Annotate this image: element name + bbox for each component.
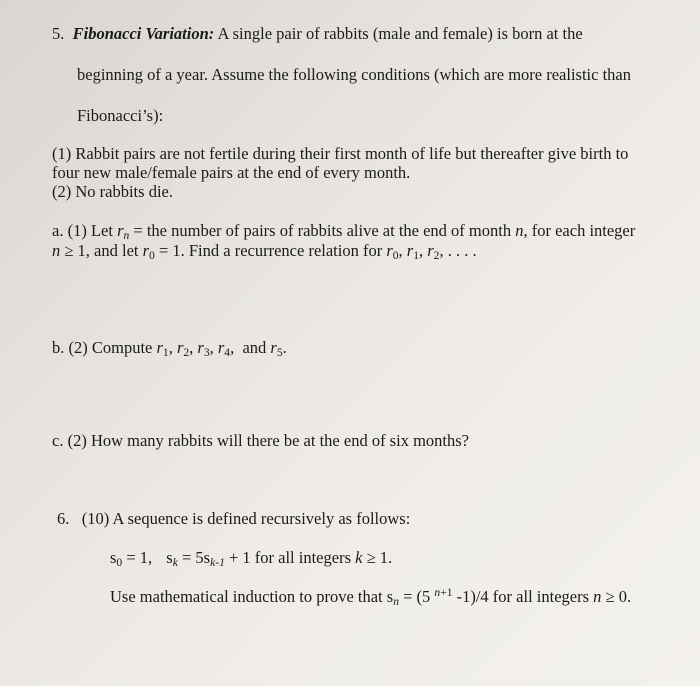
part-a-line-2: n ≥ 1, and let $r_0 = 1$. Find a recurrence relation for $r_0$, $r_1$, $r_2$, . . . . xyxy=(52,241,477,262)
problem-6-header xyxy=(57,509,410,529)
problem-5-number: 5. xyxy=(52,24,65,43)
condition-2: (2) No rabbits die. xyxy=(52,182,173,201)
problem-6-intro: (10) A sequence is defined recursively as follows: xyxy=(81,509,411,528)
problem-5-intro-line-2: beginning of a year. Assume the following conditions (which are more realistic than xyxy=(77,65,631,84)
part-b: b. (2) Compute $r_1$, $r_2$, $r_3$, $r_4$, and $r_5$. xyxy=(52,338,287,359)
problem-6-number: 6. xyxy=(57,509,70,528)
problem-6-definition: $s_0 = 1$, $s_k = 5s_{k-1} + 1$ for all integers k ≥ 1. xyxy=(110,548,393,569)
problem-5-title: Fibonacci Variation: xyxy=(72,24,215,43)
problem-5-header xyxy=(52,24,583,44)
condition-1-line-2: four new male/female pairs at the end of every month. xyxy=(52,163,411,182)
problem-6-prove-statement: Use mathematical induction to prove that $s_n = (5$ $^{n+1}$ -1)/4 for all integers n ≥ 0. xyxy=(110,587,632,608)
condition-1-line-1: (1) Rabbit pairs are not fertile during their first month of life but thereafter give birth to xyxy=(52,144,629,163)
part-a-line-1: a. (1) Let $r_n$ = the number of pairs of rabbits alive at the end of month n, for each integer xyxy=(52,221,636,242)
problem-5-intro-line-1: A single pair of rabbits (male and female) is born at the xyxy=(214,24,583,43)
part-c: c. (2) How many rabbits will there be at the end of six months? xyxy=(52,431,469,450)
problem-5-intro-line-3: Fibonacci’s): xyxy=(77,106,164,125)
